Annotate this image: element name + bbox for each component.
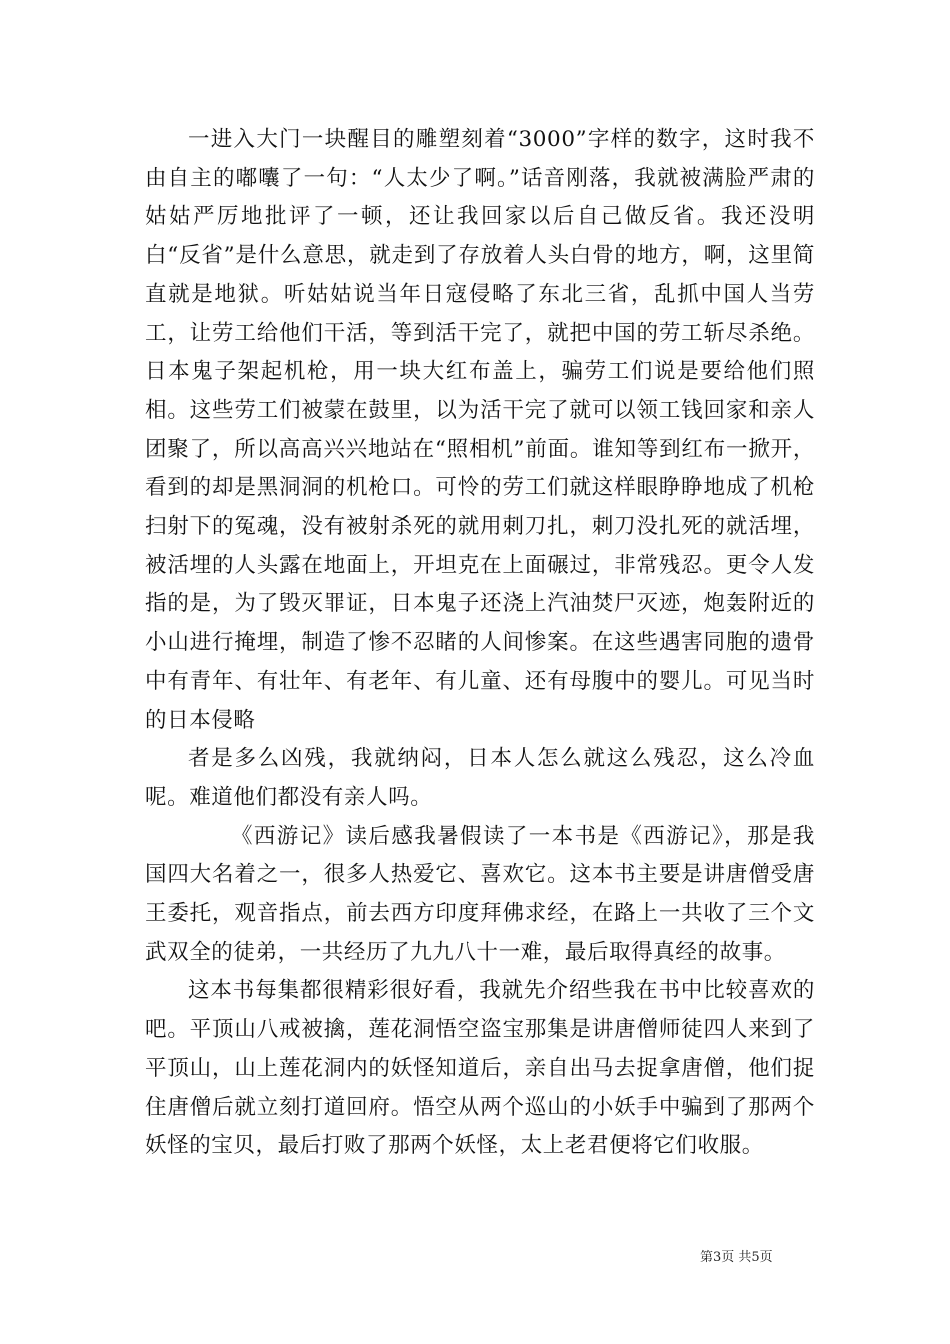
body-text (145, 121, 815, 1166)
page-number-footer: 第3页 共5页 (700, 1250, 773, 1265)
paragraph-memorial-reflection: 者是多么凶残，我就纳闷，日本人怎么就这么残忍，这么冷血呢。难道他们都没有亲人吗。 (145, 746, 815, 810)
paragraph-journey-west-favorite: 这本书每集都很精彩很好看，我就先介绍些我在书中比较喜欢的吧。平顶山八戒被擒，莲花洞悟空盗宝那集是讲唐僧师徒四人来到了平顶山，山上莲花洞内的妖怪知道后，亲自出马去捉拿唐僧，他们捉住唐僧后就立刻打道回府。悟空从两个巡山的小妖手中骗到了那两个妖怪的宝贝，最后打败了那两个妖怪，太上老君便将它们收服。 (145, 978, 815, 1159)
paragraph-journey-west-intro: 《西游记》读后感我暑假读了一本书是《西游记》，那是我国四大名着之一，很多人热爱它、喜欢它。这本书主要是讲唐僧受唐王委托，观音指点，前去西方印度拜佛求经，在路上一共收了三个文武双全的徒弟，一共经历了九九八十一难，最后取得真经的故事。 (145, 823, 815, 965)
paragraph-memorial-visit: 一进入大门一块醒目的雕塑刻着“3000”字样的数字，这时我不由自主的嘟囔了一句：“人太少了啊。”话音刚落，我就被满脸严肃的姑姑严厉地批评了一顿，还让我回家以后自己做反省。我还没明白“反省”是什么意思，就走到了存放着人头白骨的地方，啊，这里简直就是地狱。听姑姑说当年日寇侵略了东北三省，乱抓中国人当劳工，让劳工给他们干活，等到活干完了，就把中国的劳工斩尽杀绝。日本鬼子架起机枪，用一块大红布盖上，骗劳工们说是要给他们照相。这些劳工们被蒙在鼓里，以为活干完了就可以领工钱回家和亲人团聚了，所以高高兴兴地站在“照相机”前面。谁知等到红布一掀开，看到的却是黑洞洞的机枪口。可怜的劳工们就这样眼睁睁地成了机枪扫射下的冤魂，没有被射杀死的就用刺刀扎，刺刀没扎死的就活埋，被活埋的人头露在地面上，开坦克在上面碾过，非常残忍。更令人发指的是，为了毁灭罪证，日本鬼子还浇上汽油焚尸灭迹，炮轰附近的小山进行掩埋，制造了惨不忍睹的人间惨案。在这些遇害同胞的遗骨中有青年、有壮年、有老年、有儿童、还有母腹中的婴儿。可见当时的日本侵略 (145, 127, 815, 733)
